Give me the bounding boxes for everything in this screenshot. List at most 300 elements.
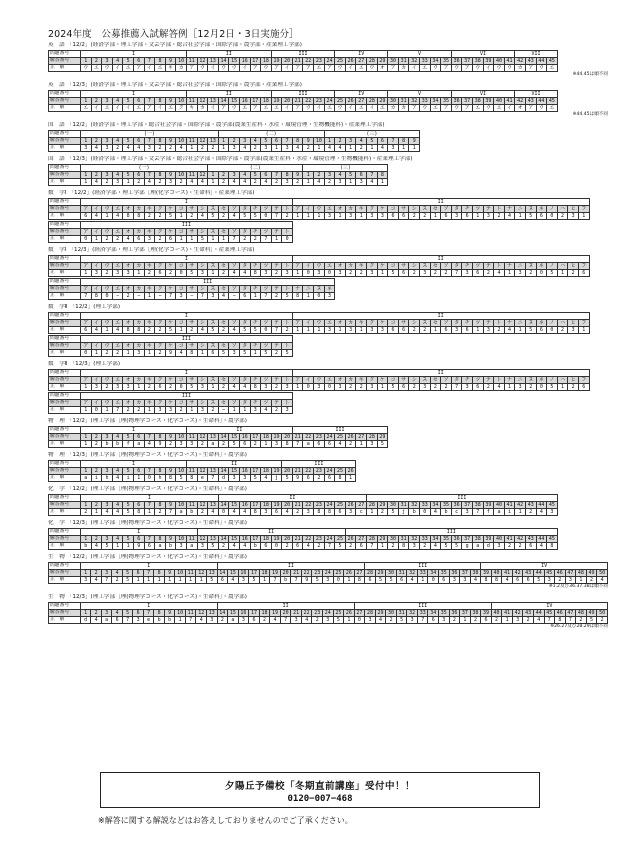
answer-number-cell: 2 (314, 172, 325, 179)
answer-number-cell: ニ (515, 206, 526, 213)
correct-answer-cell: 3 (229, 475, 240, 482)
correct-answer-cell: 2 (312, 617, 323, 624)
correct-answer-cell: 6 (512, 577, 523, 584)
correct-answer-cell: 4 (229, 179, 240, 186)
answer-table (48, 221, 293, 243)
subject-name: 数 学Ⅰ (48, 190, 67, 196)
correct-answer-cell: 2 (250, 441, 261, 448)
section-title (48, 42, 608, 49)
correct-answer-cell: 3 (303, 509, 314, 516)
answer-number-cell: 33 (420, 58, 431, 65)
correct-answer-cell: 5 (333, 617, 344, 624)
correct-answer-cell: 5 (396, 617, 407, 624)
answer-number-cell: オ (335, 377, 346, 384)
correct-answer-cell: 5 (165, 213, 176, 220)
question-group-cell: III (354, 603, 491, 610)
correct-answer-cell: 0 (324, 270, 335, 277)
correct-answer-cell: エ (324, 105, 335, 112)
answer-number-cell: 8 (155, 536, 166, 543)
correct-answer-cell: 7 (229, 236, 240, 243)
question-group-cell: I (81, 427, 187, 434)
correct-answer-cell: 3 (367, 384, 378, 391)
answer-number-cell: 10 (176, 536, 187, 543)
answer-number-cell: 26 (345, 536, 356, 543)
answer-number-cell: セ (218, 400, 229, 407)
answer-number-cell: キ (144, 206, 155, 213)
correct-answer-cell: 4 (533, 617, 544, 624)
correct-answer-cell: 4 (536, 543, 547, 550)
correct-answer-cell: 1 (557, 270, 568, 277)
answer-number-cell: ナ (292, 286, 303, 293)
subject-name: 生 物 (48, 554, 65, 560)
correct-answer-cell: 7 (417, 617, 428, 624)
correct-answer-cell: 1 (356, 327, 367, 334)
answer-number-cell: 3 (102, 172, 113, 179)
correct-answer-cell: 3 (345, 327, 356, 334)
section-title (48, 361, 608, 368)
answer-number-cell: コ (176, 263, 187, 270)
answer-number-cell: ア (292, 320, 303, 327)
answer-number-cell: 8 (155, 172, 166, 179)
correct-answer-cell: 1 (176, 213, 187, 220)
answer-number-cell: シ (409, 320, 420, 327)
correct-answer-cell: 2 (586, 577, 597, 584)
answer-number-cell: ト (494, 206, 505, 213)
answer-number-row (49, 286, 335, 293)
correct-answer-cell: 1 (239, 407, 250, 414)
answer-number-cell: 8 (155, 98, 166, 105)
answer-number-cell: 31 (398, 98, 409, 105)
correct-answer-cell: 3 (388, 145, 399, 152)
answer-number-cell: 5 (123, 468, 134, 475)
correct-answer-cell: 6 (335, 509, 346, 516)
correct-answer-cell: 2 (271, 384, 282, 391)
question-group-cell: I (81, 51, 187, 58)
correct-answer-cell: 4 (430, 509, 441, 516)
answer-number-cell: 36 (449, 570, 460, 577)
correct-answer-cell: ア (441, 65, 452, 72)
answer-number-cell: コ (176, 286, 187, 293)
answer-number-cell: 5 (123, 98, 134, 105)
correct-answer-cell: 7 (451, 270, 462, 277)
correct-answer-cell: 4 (229, 270, 240, 277)
row-label: 問題番号 (49, 91, 81, 98)
correct-answer-cell: h (102, 475, 113, 482)
correct-answer-cell: 4 (218, 293, 229, 300)
answer-number-cell: ナ (504, 263, 515, 270)
answer-number-cell: セ (218, 229, 229, 236)
answer-number-cell: ス (208, 263, 219, 270)
answer-number-cell: 1 (80, 610, 91, 617)
answer-number-cell: 1 (81, 98, 92, 105)
answer-number-cell: キ (144, 400, 155, 407)
correct-answer-cell: 2 (345, 384, 356, 391)
answer-number-cell: ク (155, 263, 166, 270)
correct-answer-cell: 7 (122, 617, 133, 624)
answer-sections (48, 42, 608, 634)
answer-number-cell: 38 (472, 58, 483, 65)
answer-number-cell: ウ (314, 377, 325, 384)
answer-number-cell: ク (155, 206, 166, 213)
subject-name: 化 学 (48, 486, 65, 492)
answer-number-cell: 22 (303, 434, 314, 441)
answer-number-cell: オ (335, 320, 346, 327)
correct-answer-cell: 2 (186, 213, 197, 220)
correct-answer-cell: 4 (239, 270, 250, 277)
answer-number-cell: 38 (472, 502, 483, 509)
correct-answer-cell: 5 (249, 577, 260, 584)
correct-answer-cell: 2 (430, 384, 441, 391)
question-group-row (49, 603, 608, 610)
answer-number-cell: 39 (483, 502, 494, 509)
answer-number-cell: ヌ (525, 263, 536, 270)
answer-number-cell: ニ (303, 286, 314, 293)
answer-number-cell: フ (578, 263, 589, 270)
answer-number-cell: チ (462, 320, 473, 327)
answer-number-cell: 48 (576, 570, 587, 577)
row-label: 問題番号 (49, 563, 81, 570)
correct-answer-cell: ウ (451, 65, 462, 72)
answer-number-row (49, 468, 356, 475)
answer-number-cell: 12 (197, 138, 208, 145)
answer-number-cell: 12 (197, 58, 208, 65)
correct-answer-cell: 7 (185, 617, 196, 624)
correct-answer-cell: 6 (523, 577, 534, 584)
answer-number-cell: テ (483, 206, 494, 213)
correct-answer-cell: 6 (81, 213, 92, 220)
answer-number-cell: 44 (533, 570, 544, 577)
correct-answer-cell: 1 (578, 327, 589, 334)
answer-number-cell: キ (356, 320, 367, 327)
answer-number-cell: ナ (504, 377, 515, 384)
answer-number-cell: タ (451, 206, 462, 213)
answer-number-cell: 6 (261, 172, 272, 179)
row-label: 正 解 (49, 236, 81, 243)
answer-number-cell: 18 (261, 434, 272, 441)
answer-number-cell: 42 (515, 98, 526, 105)
correct-answer-cell: 2 (208, 145, 219, 152)
answer-number-cell: 50 (597, 610, 608, 617)
answer-number-cell: 22 (303, 536, 314, 543)
answer-number-cell: 37 (462, 536, 473, 543)
answer-number-cell: イ (303, 377, 314, 384)
correct-answer-cell: イ (123, 105, 134, 112)
correct-answer-cell: 3 (238, 617, 249, 624)
correct-answer-cell: ウ (81, 65, 92, 72)
answer-number-cell: 13 (208, 58, 219, 65)
answer-number-cell: エ (324, 377, 335, 384)
answer-number-cell: 4 (112, 502, 123, 509)
answer-table (48, 602, 608, 624)
answer-number-cell: 20 (282, 434, 293, 441)
correct-answer-cell: 5 (250, 213, 261, 220)
correct-answer-cell: 4 (377, 145, 388, 152)
answer-number-cell: ク (367, 263, 378, 270)
answer-number-cell: タ (239, 377, 250, 384)
correct-answer-cell: 1 (335, 327, 346, 334)
correct-answer-cell: 6 (578, 384, 589, 391)
answer-number-cell: 38 (472, 98, 483, 105)
row-label: 解答番号 (49, 206, 81, 213)
correct-answer-cell: 4 (112, 213, 123, 220)
answer-number-cell: 25 (333, 610, 344, 617)
correct-answer-cell: 2 (568, 270, 579, 277)
row-label: 問題番号 (49, 256, 81, 263)
answer-number-cell: 4 (112, 536, 123, 543)
answer-number-cell: 22 (303, 502, 314, 509)
correct-answer-cell: 7 (451, 384, 462, 391)
answer-number-cell: タ (451, 377, 462, 384)
correct-answer-cell: 4 (261, 475, 272, 482)
correct-answer-cell: 8 (481, 577, 492, 584)
correct-answer-cell: 3 (133, 617, 144, 624)
answer-number-cell: 34 (430, 58, 441, 65)
correct-answer-cell: 4 (229, 384, 240, 391)
correct-answer-cell: 5 (122, 577, 133, 584)
correct-answer-cell: 8 (123, 327, 134, 334)
answer-number-cell: オ (335, 263, 346, 270)
correct-answer-cell: 2 (409, 327, 420, 334)
answer-number-cell: 19 (271, 58, 282, 65)
answer-number-cell: 30 (388, 58, 399, 65)
correct-answer-cell: ア (409, 105, 420, 112)
answer-number-cell: ア (81, 229, 92, 236)
question-group-cell: III (282, 461, 356, 468)
answer-number-cell: ス (208, 377, 219, 384)
correct-answer-cell: 0 (218, 509, 229, 516)
answer-number-cell: サ (186, 263, 197, 270)
answer-number-cell: テ (271, 263, 282, 270)
correct-answer-row (49, 543, 558, 550)
correct-answer-cell: 4 (123, 236, 134, 243)
answer-number-cell: 13 (208, 98, 219, 105)
answer-number-cell: 13 (208, 468, 219, 475)
answer-number-cell: 3 (102, 536, 113, 543)
correct-answer-cell: 1 (504, 384, 515, 391)
answer-number-cell: ヌ (525, 320, 536, 327)
answer-number-cell: 15 (229, 536, 240, 543)
correct-answer-cell: 4 (228, 577, 239, 584)
answer-number-cell: 23 (314, 98, 325, 105)
question-group-cell: II (292, 256, 589, 263)
correct-answer-cell: 3 (462, 384, 473, 391)
correct-answer-cell: ア (462, 65, 473, 72)
correct-answer-cell: 3 (324, 327, 335, 334)
correct-answer-cell: 2 (217, 617, 228, 624)
correct-answer-cell: 1 (314, 213, 325, 220)
answer-section (48, 82, 608, 118)
answer-number-cell: チ (250, 206, 261, 213)
answer-number-cell: 50 (597, 570, 608, 577)
answer-number-row (49, 377, 590, 384)
correct-answer-cell: 3 (261, 384, 272, 391)
correct-answer-cell: 1 (515, 509, 526, 516)
answer-number-cell: ケ (165, 400, 176, 407)
answer-number-cell: 40 (494, 58, 505, 65)
correct-answer-cell: − (112, 293, 123, 300)
answer-number-cell: 8 (282, 172, 293, 179)
answer-number-cell: 2 (91, 536, 102, 543)
correct-answer-cell: 3 (291, 617, 302, 624)
correct-answer-cell: エ (133, 105, 144, 112)
correct-answer-cell: 1 (303, 213, 314, 220)
answer-number-cell: カ (133, 263, 144, 270)
answer-number-cell: テ (271, 343, 282, 350)
correct-answer-cell: j (398, 509, 409, 516)
answer-number-cell: ツ (472, 377, 483, 384)
correct-answer-cell: 6 (398, 270, 409, 277)
correct-answer-cell: 3 (197, 270, 208, 277)
correct-answer-cell: 4 (536, 509, 547, 516)
correct-answer-cell: − (218, 407, 229, 414)
subject-name: 物 理 (48, 452, 65, 458)
answer-number-cell: 41 (504, 98, 515, 105)
answer-number-cell: 35 (441, 98, 452, 105)
document-title: 2024年度 公募推薦入試解答例［12月2日・3日実施分］ (48, 29, 299, 40)
answer-number-cell: 1 (81, 502, 92, 509)
question-group-cell: III (365, 563, 481, 570)
answer-number-cell: 8 (398, 138, 409, 145)
answer-number-cell: 32 (409, 502, 420, 509)
answer-number-cell: ツ (472, 263, 483, 270)
correct-answer-cell: 1 (292, 270, 303, 277)
correct-answer-cell: 7 (261, 293, 272, 300)
answer-number-cell: 8 (155, 502, 166, 509)
answer-number-cell: 4 (112, 434, 123, 441)
answer-number-cell: 17 (250, 502, 261, 509)
correct-answer-cell: 4 (144, 179, 155, 186)
correct-answer-cell: エ (430, 105, 441, 112)
correct-answer-cell: 2 (271, 350, 282, 357)
row-label: 解答番号 (49, 434, 81, 441)
answer-number-cell: 30 (388, 502, 399, 509)
correct-answer-cell: 4 (197, 179, 208, 186)
answer-number-row (49, 320, 590, 327)
answer-table (48, 392, 293, 414)
correct-answer-cell: 3 (112, 384, 123, 391)
answer-number-cell: ネ (536, 377, 547, 384)
section-title (48, 486, 608, 493)
correct-answer-cell: 5 (207, 577, 218, 584)
question-group-cell: II (186, 427, 292, 434)
answer-number-cell: 36 (451, 536, 462, 543)
correct-answer-cell: 5 (525, 327, 536, 334)
correct-answer-cell: 2 (155, 213, 166, 220)
answer-number-cell: シ (197, 343, 208, 350)
answer-number-cell: ツ (472, 206, 483, 213)
correct-answer-cell: 2 (165, 441, 176, 448)
answer-number-cell: 1 (303, 172, 314, 179)
correct-answer-cell: ア (250, 65, 261, 72)
correct-answer-cell: 2 (218, 213, 229, 220)
correct-answer-cell: 1 (218, 236, 229, 243)
correct-answer-cell: イ (239, 65, 250, 72)
correct-answer-cell: 8 (555, 617, 566, 624)
correct-answer-cell: 0 (261, 213, 272, 220)
answer-number-cell: 41 (502, 570, 513, 577)
correct-answer-cell: 1 (81, 270, 92, 277)
answer-number-cell: 16 (239, 502, 250, 509)
row-label: 解答番号 (49, 400, 81, 407)
answer-number-cell: キ (144, 229, 155, 236)
correct-answer-cell: 2 (597, 617, 608, 624)
answer-number-cell: 7 (144, 138, 155, 145)
answer-number-cell: フ (578, 320, 589, 327)
answer-number-cell: ニ (515, 320, 526, 327)
answer-number-cell: 5 (123, 434, 134, 441)
correct-answer-cell: 2 (91, 441, 102, 448)
answer-number-cell: 9 (292, 172, 303, 179)
correct-answer-cell: 0 (303, 384, 314, 391)
correct-answer-cell: 2 (377, 509, 388, 516)
answer-number-cell: 22 (303, 58, 314, 65)
correct-answer-cell: 1 (164, 577, 175, 584)
answer-number-cell: ケ (377, 377, 388, 384)
answer-number-cell: 42 (515, 536, 526, 543)
correct-answer-cell: h (155, 475, 166, 482)
question-group-cell: VII (515, 51, 557, 58)
question-group-row (49, 336, 293, 343)
correct-answer-cell: 3 (439, 617, 450, 624)
answer-number-cell: エ (112, 286, 123, 293)
correct-answer-cell: 0 (420, 509, 431, 516)
correct-answer-cell: 2 (259, 617, 270, 624)
correct-answer-cell: − (133, 293, 144, 300)
answer-section (48, 122, 608, 152)
answer-number-cell: コ (176, 320, 187, 327)
answer-number-cell: ヌ (525, 377, 536, 384)
correct-answer-cell: 2 (102, 350, 113, 357)
correct-answer-cell: d (80, 617, 91, 624)
answer-number-cell: 13 (208, 434, 219, 441)
correct-answer-cell: イ (208, 65, 219, 72)
answer-number-cell: 20 (282, 536, 293, 543)
answer-number-cell: 45 (547, 536, 558, 543)
correct-answer-cell: 6 (398, 327, 409, 334)
answer-number-cell: 35 (439, 570, 450, 577)
correct-answer-cell: 3 (123, 384, 134, 391)
correct-answer-cell: 3 (208, 293, 219, 300)
correct-answer-cell: 1 (175, 577, 186, 584)
correct-answer-cell: 3 (250, 407, 261, 414)
answer-table (48, 130, 420, 152)
answer-number-row (49, 172, 388, 179)
question-group-cell: VI (451, 91, 515, 98)
answer-number-cell: シ (197, 263, 208, 270)
correct-answer-cell: 1 (314, 327, 325, 334)
answer-number-cell: ク (155, 286, 166, 293)
correct-answer-cell: 2 (386, 617, 397, 624)
answer-number-cell: 44 (536, 58, 547, 65)
row-label: 問題番号 (49, 336, 81, 343)
correct-answer-cell: 2 (491, 617, 502, 624)
answer-number-cell: 10 (176, 58, 187, 65)
correct-answer-cell: 3 (165, 407, 176, 414)
correct-answer-cell: 6 (324, 441, 335, 448)
question-group-cell: III (345, 529, 557, 536)
answer-number-cell: 3 (324, 172, 335, 179)
answer-table (48, 494, 558, 516)
correct-answer-cell: ウ (472, 65, 483, 72)
answer-number-cell: ウ (314, 206, 325, 213)
correct-answer-cell: 2 (525, 270, 536, 277)
correct-answer-cell: 1 (259, 577, 270, 584)
answer-number-cell: 4 (112, 610, 123, 617)
correct-answer-cell: a (81, 475, 92, 482)
answer-number-cell: 15 (229, 502, 240, 509)
answer-number-cell: 46 (555, 610, 566, 617)
answer-number-cell: 20 (282, 58, 293, 65)
